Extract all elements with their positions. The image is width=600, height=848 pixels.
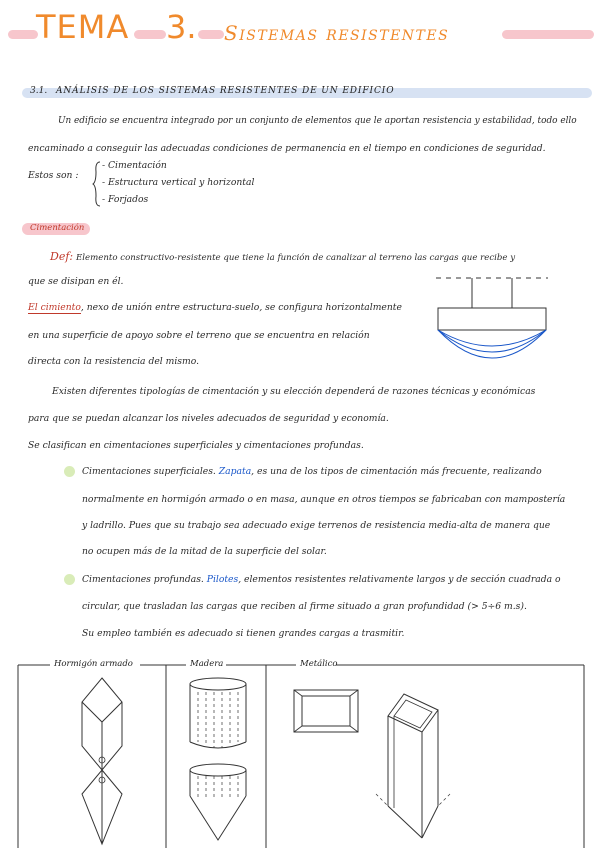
cimiento-line-1 (28, 302, 402, 313)
profundas-text: , elementos resistentes relativamente largos y de sección cuadrada o (238, 574, 561, 585)
steel-pile-drawing (292, 688, 472, 848)
tema-label: TEMA (36, 8, 130, 46)
cimiento-line-2: en una superficie de apoyo sobre el terreno que se encuentra en relación (28, 330, 370, 341)
tema-number: 3. (166, 8, 197, 46)
pilotes-term: Pilotes (206, 574, 239, 585)
section-title: ANÁLISIS DE LOS SISTEMAS RESISTENTES DE UN EDIFICIO (56, 86, 395, 96)
figure-label-madera: Madera (190, 659, 224, 669)
profundas-line-3: Su empleo también es adecuado si tienen grandes cargas a trasmitir. (82, 628, 405, 639)
list-item-estructura: - Estructura vertical y horizontal (102, 177, 255, 188)
superficiales-text: , es una de los tipos de cimentación más frecuente, realizando (251, 466, 542, 477)
estos-son-label: Estos son : (28, 170, 79, 181)
section-number: 3.1. (30, 86, 48, 96)
list-item-forjados: - Forjados (102, 194, 149, 205)
wood-pile-drawing (188, 676, 252, 846)
profundas-line-1 (82, 574, 561, 585)
cimiento-line-3: directa con la resistencia del mismo. (28, 356, 200, 367)
superficiales-line-2: normalmente en hormigón armado o en masa, aunque en otros tiempos se fabricaban con mampostería (82, 494, 566, 505)
def-label: Def: (50, 250, 74, 263)
profundas-line-2: circular, que trasladan las cargas que reciben al firme situado a gran profundidad (> 5÷6 m.s). (82, 601, 527, 612)
title-left-bar (8, 30, 38, 39)
tipologias-line-2: para que se puedan alcanzar los niveles adecuados de seguridad y economía. (28, 413, 389, 424)
def-line-1 (50, 250, 515, 263)
zapata-term: Zapata (218, 466, 252, 477)
bullet-dot (64, 574, 75, 585)
figure-label-hormigon: Hormigón armado (54, 659, 133, 669)
intro-line-2: encaminado a conseguir las adecuadas condiciones de permanencia en el tiempo en condiciones de seguridad. (28, 143, 546, 154)
superficiales-line-3: y ladrillo. Pues que su trabajo sea adecuado exige terrenos de resistencia media-alta de manera que (82, 520, 551, 531)
list-brace (92, 160, 102, 208)
profundas-label: Cimentaciones profundas. (82, 574, 204, 585)
superficiales-line-4: no ocupen más de la mitad de la superficie del solar. (82, 546, 327, 557)
concrete-pile-drawing (78, 676, 128, 846)
cimentacion-heading: Cimentación (30, 223, 85, 233)
superficiales-line-1 (82, 466, 542, 477)
title-mid-bar (134, 30, 166, 39)
def-line-2: que se disipan en él. (28, 276, 124, 287)
list-item-cimentacion: - Cimentación (102, 160, 167, 171)
page-title: Sistemas resistentes (224, 21, 450, 45)
footing-diagram (436, 276, 548, 372)
title-mid-bar-2 (198, 30, 224, 39)
superficiales-label: Cimentaciones superficiales. (82, 466, 216, 477)
cimiento-text: , nexo de unión entre estructura-suelo, se configura horizontalmente (80, 302, 402, 313)
title-right-bar (502, 30, 594, 39)
tipologias-line-1: Existen diferentes tipologías de cimentación y su elección dependerá de razones técnicas y económicas (52, 386, 536, 397)
intro-line-1: Un edificio se encuentra integrado por un conjunto de elementos que le aportan resistencia y estabilidad, todo ello (58, 116, 577, 126)
figure-label-metalico: Metálico (300, 659, 338, 669)
cimiento-term: El cimiento (28, 302, 81, 313)
bullet-dot (64, 466, 75, 477)
def-text: Elemento constructivo-resistente que tiene la función de canalizar al terreno las cargas que recibe y (76, 253, 516, 263)
clasifican-line: Se clasifican en cimentaciones superficiales y cimentaciones profundas. (28, 440, 364, 451)
